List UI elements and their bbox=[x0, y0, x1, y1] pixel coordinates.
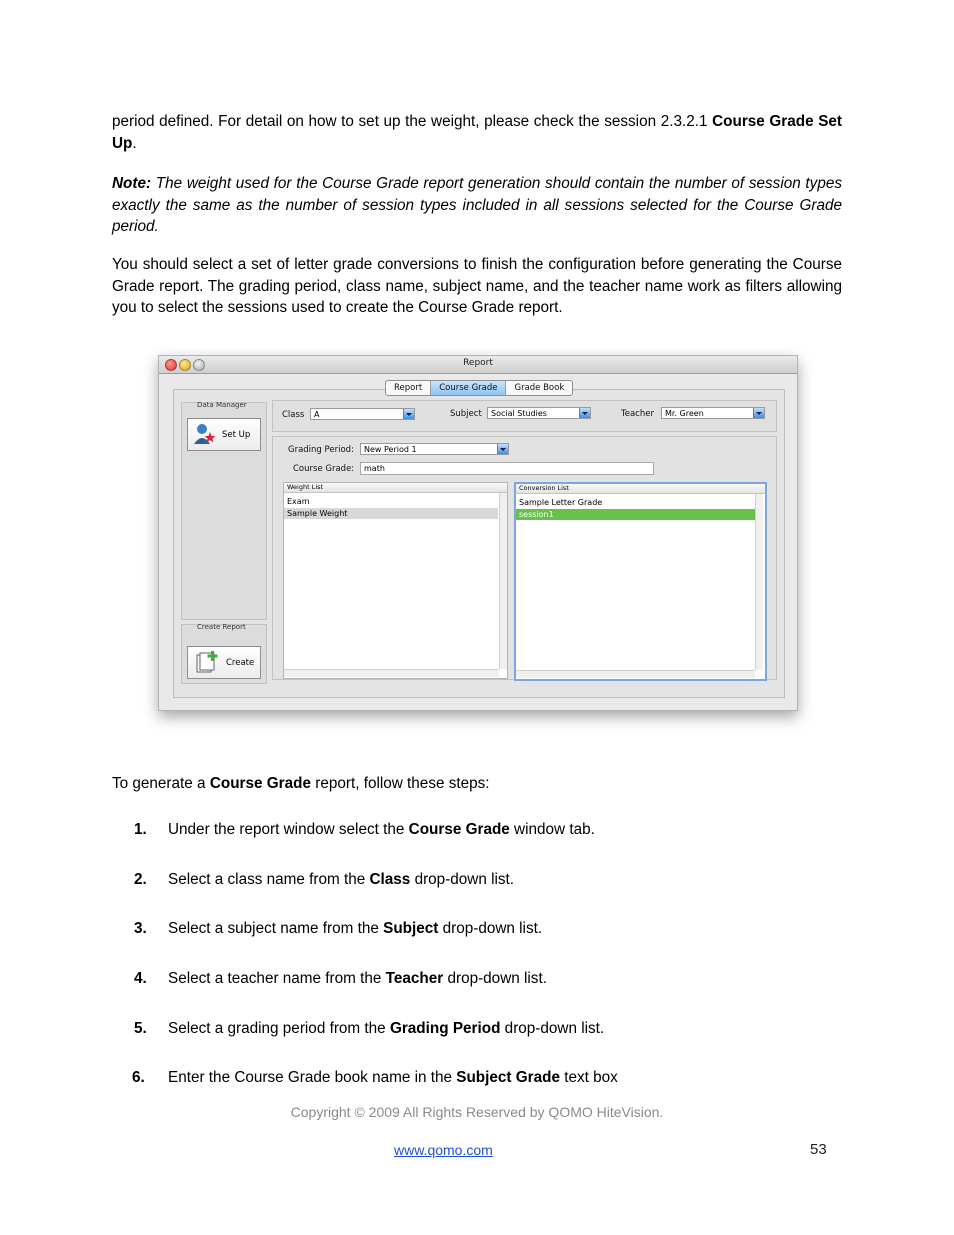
step-bold: Grading Period bbox=[389, 1020, 501, 1037]
grading-period-dropdown[interactable] bbox=[360, 443, 509, 455]
class-dropdown[interactable] bbox=[310, 408, 415, 420]
step-text: Select a class name from the bbox=[168, 871, 370, 888]
copyright-footer: Copyright © 2009 All Rights Reserved by QOMO HiteVision. bbox=[290, 1104, 664, 1120]
step-bold: Subject bbox=[383, 920, 439, 937]
note-paragraph bbox=[112, 173, 842, 238]
step-number: 2. bbox=[134, 871, 147, 888]
steps-intro bbox=[112, 773, 842, 795]
intro-end: . bbox=[132, 134, 137, 152]
chevron-down-icon bbox=[403, 409, 414, 419]
list-item[interactable]: Sample Letter Grade bbox=[519, 498, 603, 507]
conversion-list-header: Conversion List bbox=[516, 484, 765, 494]
step-text-end: drop-down list. bbox=[438, 920, 543, 937]
note-text: The weight used for the Course Grade report generation should contain the number of session types exactly the same as the number of session types included in all sessions selected for the Course Grade period. bbox=[112, 175, 842, 235]
create-button-label: Create bbox=[226, 658, 255, 668]
new-document-icon bbox=[194, 650, 218, 674]
subject-value: Social Studies bbox=[491, 409, 547, 418]
step-bold: Class bbox=[369, 871, 411, 888]
course-grade-setup-ref: Course Grade Set Up bbox=[112, 113, 843, 152]
step-text: Select a subject name from the bbox=[168, 920, 384, 937]
grading-period-value: New Period 1 bbox=[364, 445, 417, 454]
step-bold: Subject Grade bbox=[456, 1069, 560, 1086]
step-number: 3. bbox=[134, 920, 147, 937]
create-button[interactable] bbox=[187, 646, 261, 679]
step-number: 1. bbox=[134, 821, 147, 838]
step-number: 4. bbox=[134, 970, 147, 987]
subject-dropdown[interactable] bbox=[487, 407, 591, 419]
conversion-list-scrollbar[interactable] bbox=[755, 494, 763, 670]
class-value: A bbox=[314, 410, 320, 419]
teacher-label: Teacher bbox=[621, 409, 654, 419]
class-label: Class bbox=[282, 410, 305, 420]
window-title: Report bbox=[463, 358, 493, 368]
page-number: 53 bbox=[810, 1141, 827, 1158]
step-text-end: window tab. bbox=[509, 821, 595, 838]
step-number: 5. bbox=[134, 1020, 147, 1037]
website-link[interactable]: www.qomo.com bbox=[394, 1142, 493, 1158]
steps-intro-post: report, follow these steps: bbox=[310, 775, 490, 792]
user-setup-icon bbox=[192, 422, 216, 446]
setup-button[interactable] bbox=[187, 418, 261, 451]
step-bold: Teacher bbox=[385, 970, 444, 987]
step-text: Select a teacher name from the bbox=[168, 970, 386, 987]
chevron-down-icon bbox=[579, 408, 590, 418]
tab-grade-book[interactable]: Grade Book bbox=[514, 383, 565, 393]
subject-label: Subject bbox=[450, 409, 482, 419]
teacher-dropdown[interactable] bbox=[661, 407, 765, 419]
note-label: Note: bbox=[112, 175, 152, 192]
conversion-paragraph: You should select a set of letter grade conversions to finish the configuration before generating the Course Grade report. The grading period, class name, subject name, and the teacher name work as filters allowing you to select the sessions used to create the Course Grade report. bbox=[112, 256, 842, 316]
list-item[interactable]: session1 bbox=[516, 509, 755, 520]
report-tabs bbox=[385, 380, 573, 396]
course-grade-label: Course Grade: bbox=[293, 464, 355, 474]
weight-list-header: Weight List bbox=[284, 483, 507, 493]
step-text: Under the report window select the bbox=[168, 821, 409, 838]
step-text-end: drop-down list. bbox=[500, 1020, 605, 1037]
step-text: Select a grading period from the bbox=[168, 1020, 390, 1037]
chevron-down-icon bbox=[497, 444, 508, 454]
step-text-end: drop-down list. bbox=[443, 970, 547, 987]
intro-text: period defined. For detail on how to set up the weight, please check the session 2.3.2.1 bbox=[112, 113, 713, 130]
steps-intro-bold: Course Grade bbox=[209, 775, 311, 792]
conversion-list-hscrollbar[interactable] bbox=[516, 670, 755, 678]
conversion-list bbox=[514, 482, 767, 681]
weight-list-hscrollbar[interactable] bbox=[284, 669, 499, 677]
step-text-end: text box bbox=[559, 1069, 618, 1086]
list-item[interactable]: Exam bbox=[287, 497, 310, 506]
grading-period-label: Grading Period: bbox=[288, 445, 354, 455]
weight-list-scrollbar[interactable] bbox=[499, 493, 507, 669]
tab-report[interactable]: Report bbox=[386, 381, 431, 395]
step-text: Enter the Course Grade book name in the bbox=[168, 1069, 457, 1086]
report-window bbox=[158, 355, 798, 711]
window-titlebar bbox=[159, 356, 797, 374]
weight-list bbox=[283, 482, 508, 679]
course-grade-input[interactable]: math bbox=[360, 462, 654, 475]
setup-button-label: Set Up bbox=[222, 430, 251, 440]
teacher-value: Mr. Green bbox=[665, 409, 704, 418]
chevron-down-icon bbox=[753, 408, 764, 418]
data-manager-title: Data Manager bbox=[197, 401, 247, 409]
step-number: 6. bbox=[132, 1069, 145, 1086]
create-report-title: Create Report bbox=[197, 623, 246, 631]
list-item[interactable]: Sample Weight bbox=[284, 508, 498, 519]
steps-intro-pre: To generate a bbox=[112, 775, 210, 792]
tab-course-grade[interactable]: Course Grade bbox=[431, 381, 506, 395]
step-text-end: drop-down list. bbox=[410, 871, 515, 888]
step-bold: Course Grade bbox=[408, 821, 510, 838]
intro-paragraph bbox=[112, 111, 842, 154]
